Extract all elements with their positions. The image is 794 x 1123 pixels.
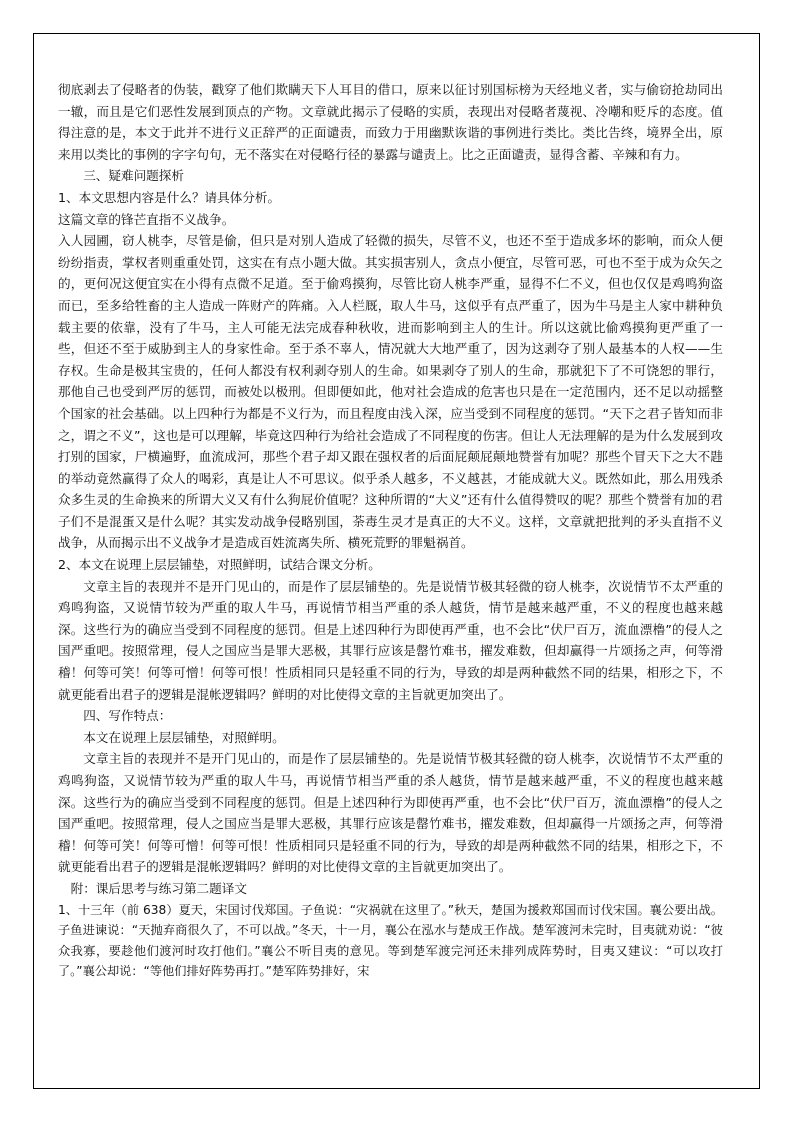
- section-heading-difficult-questions: 三、疑难问题探析: [83, 168, 184, 184]
- question-1: 1、本文思想内容是什么？请具体分析。: [58, 189, 281, 205]
- writing-feature-summary: 本文在说理上层层铺垫，对照鲜明。: [83, 729, 285, 745]
- paragraph-intro-conclusion: 彻底剥去了侵略者的伪装，戳穿了他们欺瞒天下人耳目的借口，原来以征讨别国标榜为天经地义者，实与偷窃抢劫同出一辙，而且是它们恶性发展到顶点的产物。文章就此揭示了侵略的实质，表现出对侵略者蔑视、冷嘲和贬斥的态度。值得注意的是，本文于此并不进行义正辞严的正面谴责，而致力于用幽默诙谐的事例进行类比。类比告终，境界全出，原来用以类比的事例的字字句句，无不落实在对侵略行径的暴露与谴责上。比之正面谴责，显得含蓄、辛辣和有力。: [58, 82, 723, 162]
- appendix-heading: 附：课后思考与练习第二题译文: [70, 880, 247, 896]
- writing-feature-analysis: 文章主旨的表现并不是开门见山的，而是作了层层铺垫的。先是说情节极其轻微的窃人桃李，次说情节不太严重的鸡鸣狗盗，又说情节较为严重的取人牛马，再说情节相当严重的杀人越货，情节是越来越严重，不义的程度也越来越深。这些行为的确应当受到不同程度的惩罚。但是上述四种行为即使再严重，也不会比“伏尸百万，流血漂橹”的侵人之国严重吧。按照常理，侵人之国应当是罪大恶极，其罪行应该是罄竹难书，擢发难数，但却赢得一片颂扬之声，何等滑稽！何等可笑！何等可憎！何等可恨！性质相同只是轻重不同的行为，导致的却是两种截然不同的结果，相形之下，不就更能看出君子的逻辑是混帐逻辑吗？鲜明的对比使得文章的主旨就更加突出了。: [58, 751, 723, 875]
- question-2: 2、本文在说理上层层铺垫，对照鲜明，试结合课文分析。: [58, 557, 381, 573]
- document-body: [58, 79, 723, 982]
- section-heading-writing-features: 四、写作特点：: [83, 708, 172, 724]
- answer-1-thesis: 这篇文章的锋芒直指不义战争。: [58, 211, 235, 227]
- answer-1-analysis: 入人园圃，窃人桃李，尽管是偷，但只是对别人造成了轻微的损失，尽管不义，也还不至于造成多坏的影响，而众人便纷纷指责，掌权者则重重处罚，这实在有点小题大做。其实损害别人，贪点小便宜，尽管可恶，可也不至于成为众矢之的，更何况这便宜实在小得有点微不足道。至于偷鸡摸狗，尽管比窃人桃李严重，显得不仁不义，但也仅仅是鸡鸣狗盗而已，至多给牲畜的主人造成一阵财产的阵痛。入人栏厩，取人牛马，这似乎有点严重了，因为牛马是主人家中耕种负载主要的依靠，没有了牛马，主人可能无法完成春种秋收，进而影响到主人的生计。所以这就比偷鸡摸狗更严重了一些，但还不至于威胁到主人的身家性命。至于杀不辜人，情况就大大地严重了，因为这剥夺了别人最基本的人权——生存权。生命是极其宝贵的，任何人都没有权利剥夺别人的生命。如果剥夺了别人的生命，那就犯下了不可饶恕的罪行，那他自己也受到严厉的惩罚，而被处以极刑。但即便如此，他对社会造成的危害也只是在一定范围内，还不足以动摇整个国家的社会基础。以上四种行为都是不义行为，而且程度由浅入深，应当受到不同程度的惩罚。“天下之君子皆知而非之，谓之不义”，这也是可以理解，毕竟这四种行为给社会造成了不同程度的伤害。但让人无法理解的是为什么发展到攻打别的国家，尸横遍野，血流成河，那些个君子却又跟在强权者的后面屁颠屁颠地赞誉有加呢？那些个冒天下之大不韪的举动竟然赢得了众人的喝彩，真是让人不可思议。似乎杀人越多，不义越甚，才能成就大义。既然如此，那么用残杀众多生灵的生命换来的所谓大义又有什么狗屁价值呢？这种所谓的“大义”还有什么值得赞叹的呢？那些个赞誉有加的君子们不是混蛋又是什么呢？其实发动战争侵略别国，荼毒生灵才是真正的大不义。这样，文章就把批判的矛头直指不义战争，从而揭示出不义战争才是造成百姓流离失所、横死荒野的罪魁祸首。: [58, 233, 723, 551]
- answer-2-analysis: 文章主旨的表现并不是开门见山的，而是作了层层铺垫的。先是说情节极其轻微的窃人桃李，次说情节不太严重的鸡鸣狗盗，又说情节较为严重的取人牛马，再说情节相当严重的杀人越货，情节是越来越严重，不义的程度也越来越深。这些行为的确应当受到不同程度的惩罚。但是上述四种行为即使再严重，也不会比“伏尸百万，流血漂橹”的侵人之国严重吧。按照常理，侵人之国应当是罪大恶极，其罪行应该是罄竹难书，擢发难数，但却赢得一片颂扬之声，何等滑稽！何等可笑！何等可憎！何等可恨！性质相同只是轻重不同的行为，导致的却是两种截然不同的结果，相形之下，不就更能看出君子的逻辑是混帐逻辑吗？鲜明的对比使得文章的主旨就更加突出了。: [58, 578, 723, 702]
- appendix-translation-1: 1、十三年（前 638）夏天，宋国讨伐郑国。子鱼说：“灾祸就在这里了。”秋天，楚国为援救郑国而讨伐宋国。襄公要出战。子鱼进谏说：“天抛弃商很久了，不可以战。”冬天，十一月，襄公在泓水与楚成王作战。楚军渡河未完时，目夷就劝说：“彼众我寡，要趁他们渡河时攻打他们。”襄公不听目夷的意见。等到楚军渡完河还未排列成阵势时，目夷又建议：“可以攻打了。”襄公却说：“等他们排好阵势再打。”楚军阵势排好，宋: [58, 902, 723, 979]
